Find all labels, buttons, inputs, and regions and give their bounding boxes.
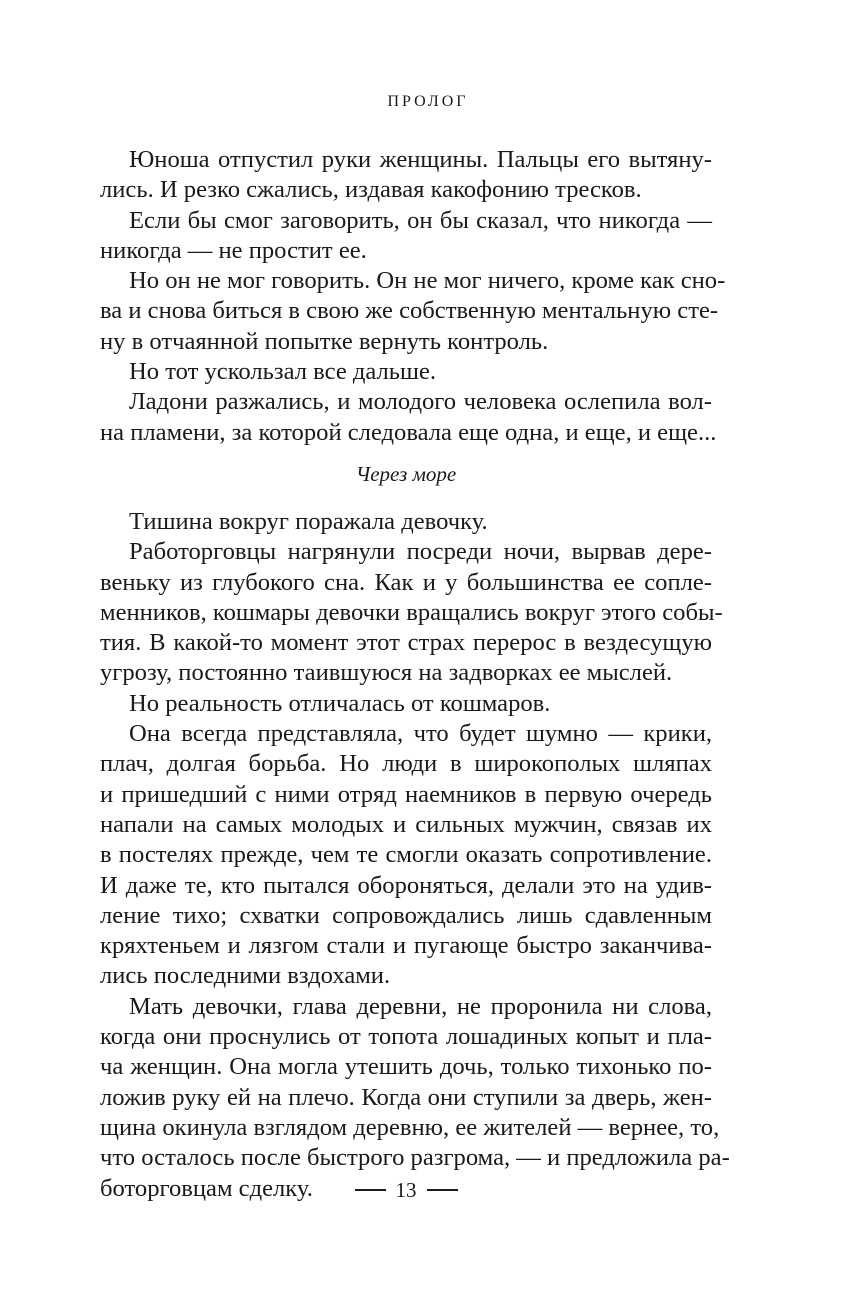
text-line: угрозу, постоянно таившуюся на задворках ее мыслей. xyxy=(100,659,673,687)
section-text xyxy=(100,507,730,1204)
text-line: Но тот ускользал все дальше. xyxy=(129,358,437,386)
page-number: 13 xyxy=(395,1178,417,1202)
page-footer xyxy=(0,1177,812,1203)
text-line: тия. В какой-то момент этот страх перерос в вездесущую xyxy=(100,629,712,657)
folio-dash-left xyxy=(355,1189,386,1191)
text-line: Ладони разжались, и молодого человека ослепила вол- xyxy=(129,388,712,416)
text-line: ва и снова биться в свою же собственную ментальную сте- xyxy=(100,297,719,325)
text-line: менников, кошмары девочки вращались вокруг этого собы- xyxy=(100,598,723,626)
running-head: ПРОЛОГ xyxy=(387,93,469,110)
text-line: и пришедший с ними отряд наемников в первую очередь xyxy=(100,780,712,808)
text-line: когда они проснулись от топота лошадиных копыт и пла- xyxy=(100,1023,712,1051)
text-line: ну в отчаянной попытке вернуть контроль. xyxy=(100,327,549,355)
text-line: Если бы смог заговорить, он бы сказал, что никогда — xyxy=(129,206,712,234)
text-line: ление тихо; схватки сопровождались лишь сдавленным xyxy=(100,901,712,929)
text-line: Но он не мог говорить. Он не мог ничего, кроме как сно- xyxy=(129,267,726,295)
text-line: ложив руку ей на плечо. Когда они ступили за дверь, жен- xyxy=(100,1083,712,1111)
text-line: Работорговцы нагрянули посреди ночи, вырвав дере- xyxy=(129,538,712,566)
text-line: в постелях прежде, чем те смогли оказать сопротивление. xyxy=(100,841,712,869)
folio-dash-right xyxy=(427,1189,458,1191)
text-line: Она всегда представляла, что будет шумно — крики, xyxy=(129,720,712,748)
text-line: Но реальность отличалась от кошмаров. xyxy=(129,689,551,717)
text-line: веньку из глубокого сна. Как и у большинства ее сопле- xyxy=(100,568,712,596)
text-line: И даже те, кто пытался обороняться, делали это на удив- xyxy=(100,871,712,899)
text-line: кряхтеньем и лязгом стали и пугающе быстро заканчива- xyxy=(100,932,712,960)
text-line: лись. И резко сжались, издавая какофонию тресков. xyxy=(100,176,642,204)
text-line: ча женщин. Она могла утешить дочь, только тихонько по- xyxy=(100,1053,712,1081)
text-line: напали на самых молодых и сильных мужчин, связав их xyxy=(100,810,712,838)
text-line: что осталось после быстрого разгрома, — и предложила ра- xyxy=(100,1144,730,1172)
text-line: на пламени, за которой следовала еще одна, и еще, и еще... xyxy=(100,418,717,446)
text-line: лись последними вздохами. xyxy=(100,962,391,990)
text-line: Тишина вокруг поражала девочку. xyxy=(129,508,488,535)
section-title: Через море xyxy=(355,462,457,486)
text-line: боторговцам сделку. xyxy=(100,1174,313,1202)
prologue-text xyxy=(100,145,726,448)
text-line: Мать девочки, глава деревни, не проронила ни слова, xyxy=(129,992,712,1020)
text-line: плач, долгая борьба. Но люди в широкополых шляпах xyxy=(100,750,712,778)
text-line: щина окинула взглядом деревню, ее жителей — вернее, то, xyxy=(100,1113,720,1141)
text-line: никогда — не простит ее. xyxy=(100,236,367,264)
text-line: Юноша отпустил руки женщины. Пальцы его вытяну- xyxy=(129,146,712,173)
